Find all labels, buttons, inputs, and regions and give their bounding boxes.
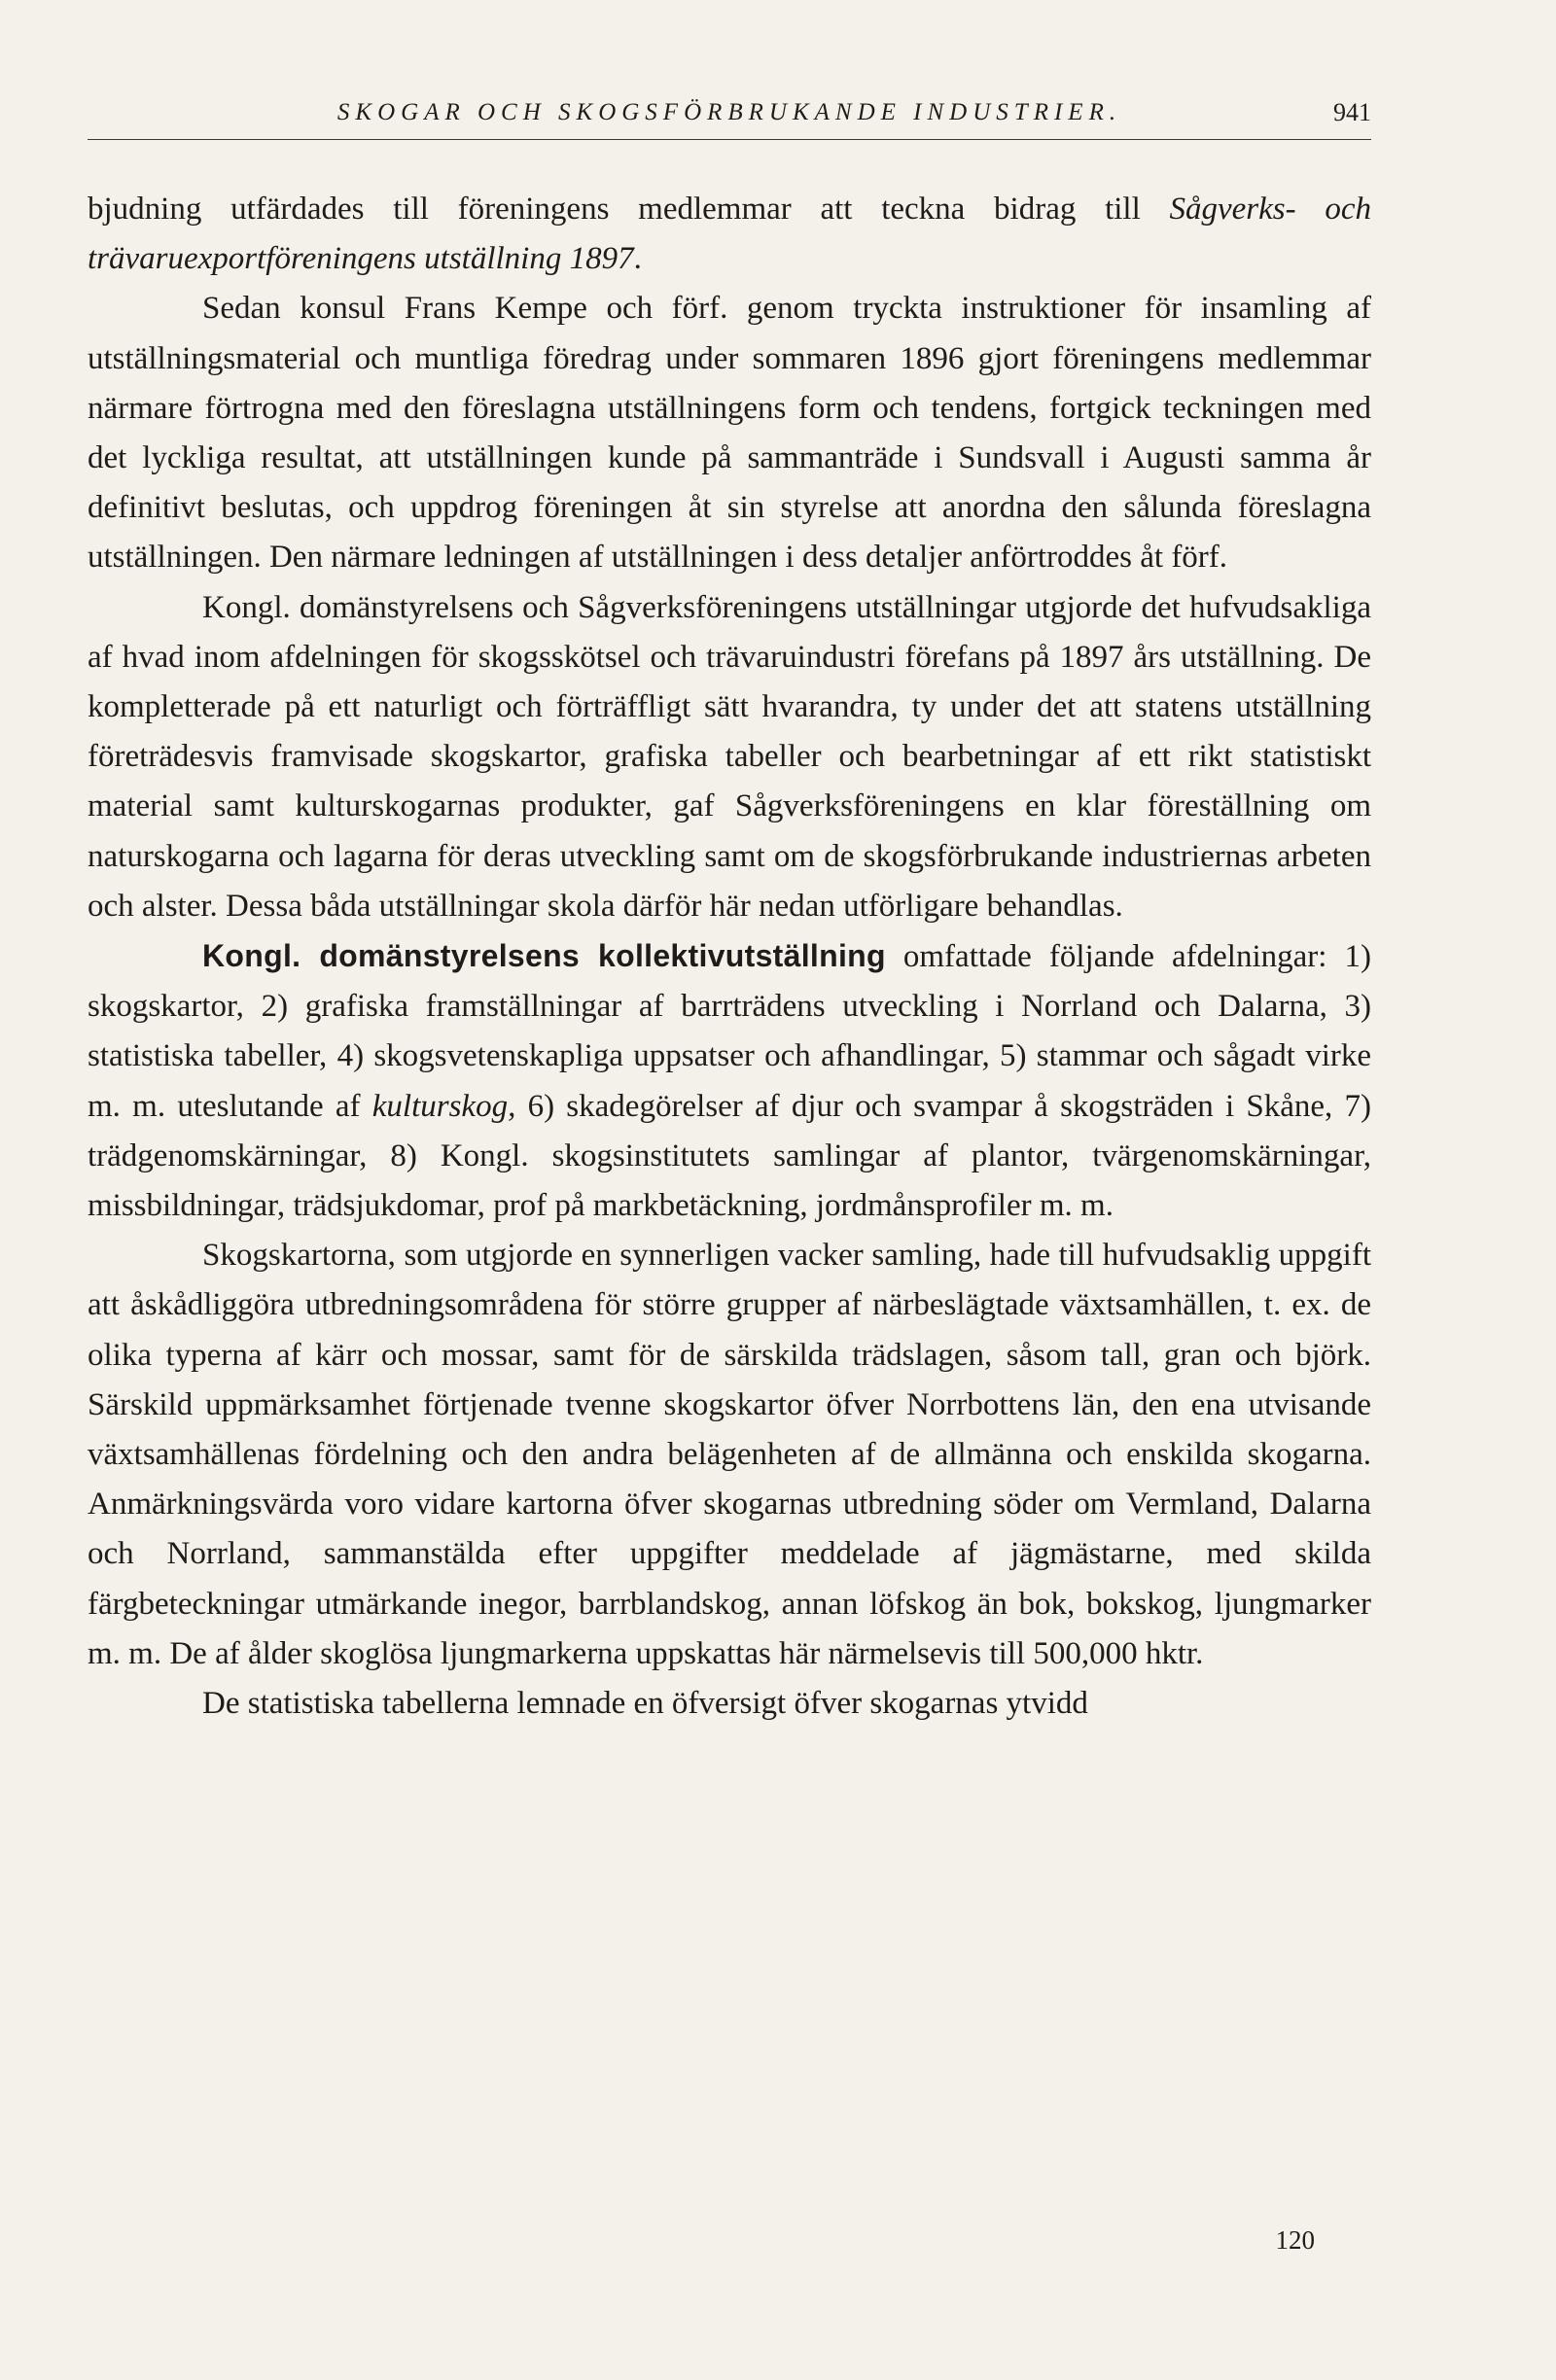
page-header	[88, 93, 1371, 132]
text-run: Skogskartorna, som utgjorde en synnerligen vacker samling, hade till hufvudsaklig uppgift att åskådliggöra utbredningsområdena för större grupper af närbeslägtade växtsamhällen, t. ex. de olika typerna af kärr och mossar, samt för de särskilda trädslagen, såsom tall, gran och björk. Särskild uppmärksamhet förtjenade tvenne skogskartor öfver Norrbottens län, den ena utvisande växtsamhällenas fördelning och den andra belägenheten af de allmänna och enskilda skogarna. Anmärkningsvärda voro vidare kartorna öfver skogarnas utbredning söder om Vermland, Dalarna och Norrland, sammanstälda efter uppgifter meddelade af jägmästarne, med skilda färgbeteckningar utmärkande inegor, barrblandskog, annan löfskog än bok, bokskog, ljungmarker m. m. De af ålder skoglösa ljungmarkerna uppskattas här närmelsevis till 500,000 hktr.	[88, 1238, 1371, 1671]
signature-mark: 120	[1275, 2225, 1315, 2255]
header-rule	[88, 139, 1371, 140]
paragraph	[88, 284, 1371, 582]
italic-text: Sågverks- och trävaruexportföreningens utställning 1897	[88, 192, 1371, 277]
section-lead-heading: Kongl. domänstyrelsens kollektivutställning	[202, 938, 886, 974]
text-run: bjudning utfärdades till föreningens medlemmar att teckna bidrag till	[88, 192, 1170, 227]
page-number: 941	[1333, 98, 1371, 126]
text-run: De statistiska tabellerna lemnade en öfversigt öfver skogarnas ytvidd	[202, 1686, 1088, 1722]
text-run: 6) skadegörelser af djur och svampar å skogsträden i Skåne, 7) trädgenomskärningar, 8) Kongl. skogsinstitutets samlingar af plantor, tvärgenomskärningar, missbildningar, trädsjukdomar, prof på markbetäckning, jordmånsprofiler m. m.	[88, 1088, 1372, 1224]
paragraph	[88, 931, 1371, 1231]
text-run: Kongl. domänstyrelsens och Sågverksföreningens utställningar utgjorde det hufvudsakliga af hvad inom afdelningen för skogsskötsel och trävaruindustri förefans på 1897 års utställning. De kompletterade på ett naturligt och förträffligt sätt hvarandra, ty under det att statens utställning företrädesvis framvisade skogskartor, grafiska tabeller och bearbetningar af ett rikt statistiskt material samt kulturskogarnas produkter, gaf Sågverksföreningens en klar föreställning om naturskogarna och lagarna för deras utveckling samt om de skogsförbrukande industriernas arbeten och alster. Dessa båda utställningar skola därför här nedan utförligare behandlas.	[88, 589, 1371, 924]
text-run: .	[633, 241, 642, 277]
text-run: Sedan konsul Frans Kempe och förf. genom tryckta instruktioner för insamling af utställningsmaterial och muntliga föredrag under sommaren 1896 gjort föreningens medlemmar närmare förtrogna med den föreslagna utställningens form och tendens, fortgick teckningen med det lyckliga resultat, att utställningen kunde på sammanträde i Sundsvall i Augusti samma år definitivt beslutas, och uppdrog föreningen åt sin styrelse att anordna den sålunda föreslagna utställningen. Den närmare ledningen af utställningen i dess detaljer anförtroddes åt förf.	[88, 291, 1371, 576]
running-title: SKOGAR OCH SKOGSFÖRBRUKANDE INDUSTRIER.	[336, 99, 1122, 125]
paragraph	[88, 185, 1371, 284]
italic-text: kulturskog,	[371, 1088, 516, 1124]
text-run: omfattade följande afdelningar: 1) skogskartor, 2) grafiska framställningar af barrträdens utveckling i Norrland och Dalarna, 3) statistiska tabeller, 4) skogsvetenskapliga uppsatser och afhandlingar, 5) stammar och sågadt virke m. m. uteslutande af	[88, 939, 1371, 1124]
paragraph	[88, 1679, 1371, 1729]
document-page	[88, 0, 1371, 2380]
paragraph	[88, 1231, 1371, 1679]
body-text	[88, 185, 1371, 1729]
paragraph	[88, 583, 1371, 931]
